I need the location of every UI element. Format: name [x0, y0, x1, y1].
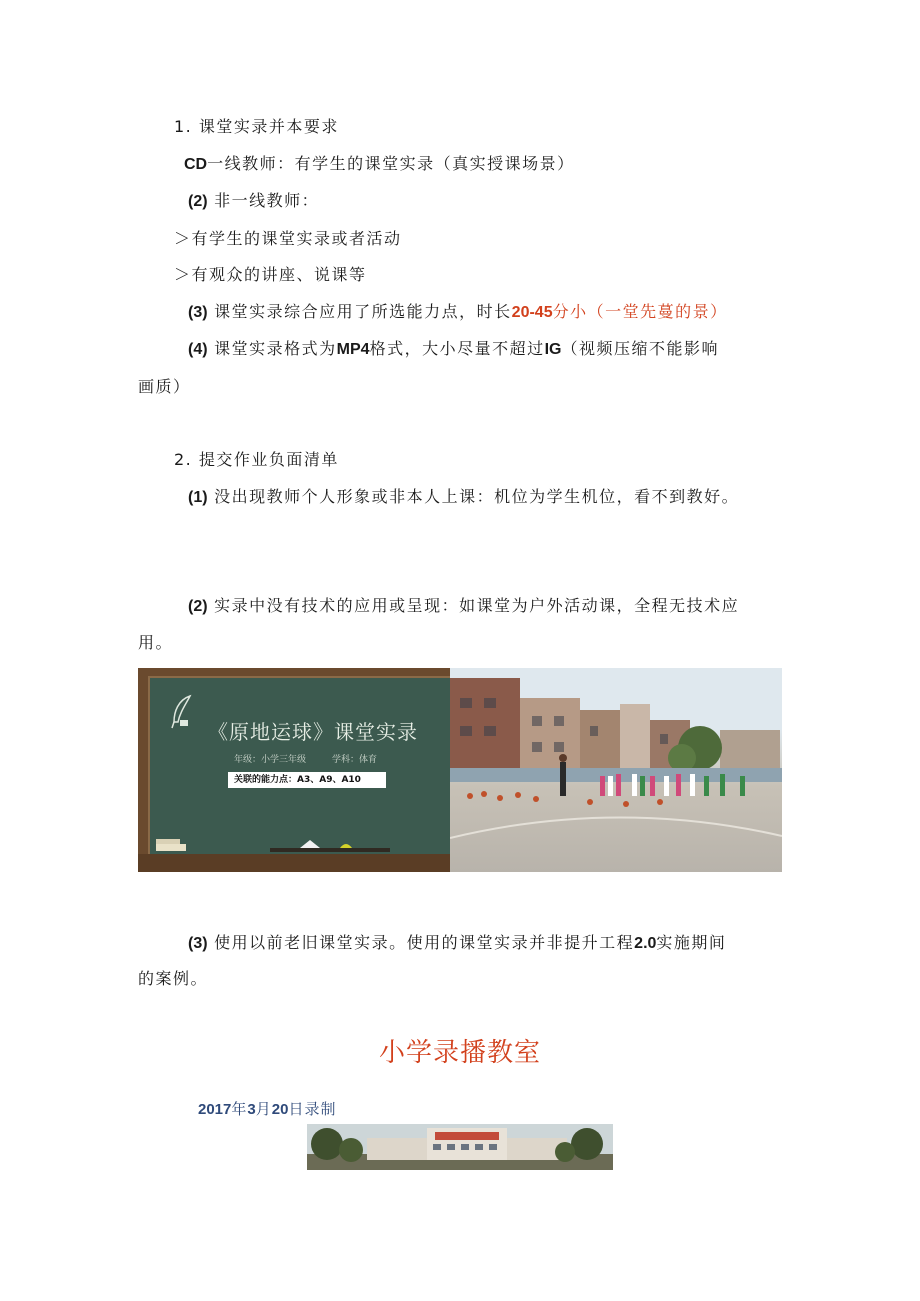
item-1-4-format: MP4 — [336, 341, 370, 358]
item-2-1 — [188, 486, 739, 509]
item-1-2 — [188, 190, 319, 213]
date-day-label: 日录制 — [288, 1100, 337, 1118]
recording-classroom-title: 小学录播教室 — [378, 1038, 541, 1068]
school-building-photo — [307, 1124, 613, 1170]
item-1-2b — [174, 264, 367, 286]
recording-date — [198, 1098, 336, 1119]
banner-abilities: 关联的能力点：A3、A9、A10 — [228, 772, 386, 788]
chalkboard-surface — [148, 676, 452, 858]
item-1-3-duration-unit: 分小（一堂先蔓的景） — [552, 302, 728, 321]
item-1-2-prefix: (2) — [188, 193, 208, 210]
item-1-2a-text: 有学生的课堂实录或者活动 — [191, 229, 402, 248]
playground-photo — [450, 668, 782, 872]
item-1-1-text: 一线教师：有学生的课堂实录（真实授课场景） — [207, 154, 575, 173]
item-2-2 — [188, 595, 739, 618]
item-2-2-text: 实录中没有技术的应用或呈现：如课堂为户外活动课，全程无技术应 — [214, 596, 740, 615]
item-1-3-text: 课堂实录综合应用了所选能力点，时长 — [214, 302, 512, 321]
item-2-3-wrap — [138, 968, 208, 990]
item-2-1-prefix: (1) — [188, 489, 208, 506]
section-2-heading-text: 2. 提交作业负面清单 — [174, 450, 339, 469]
item-1-2a — [174, 228, 402, 250]
item-1-2-text: 非一线教师： — [214, 191, 320, 210]
item-1-3-prefix: (3) — [188, 304, 208, 321]
item-2-2-prefix: (2) — [188, 598, 208, 615]
item-1-4-text-a: 课堂实录格式为 — [214, 339, 337, 358]
item-2-3-wrap-text: 的案例。 — [138, 969, 209, 988]
date-day: 20 — [271, 1101, 289, 1118]
classroom-banner-image — [138, 668, 782, 872]
item-2-2-wrap — [138, 632, 173, 654]
item-1-4-prefix: (4) — [188, 341, 208, 358]
item-1-3-duration: 20-45 — [511, 304, 553, 321]
banner-subject: 学科：体育 — [332, 755, 378, 765]
date-month-label: 月 — [255, 1100, 272, 1118]
section-1-heading-text: 1. 课堂实录并本要求 — [174, 117, 339, 136]
item-1-4 — [188, 338, 719, 361]
item-1-4-text-c: （视频压缩不能影响 — [561, 339, 719, 358]
section-1-heading — [174, 116, 339, 138]
item-2-3-version: 2.0 — [634, 935, 657, 952]
item-1-4-wrap-text: 画质） — [138, 377, 191, 396]
feather-pen-icon — [168, 694, 196, 730]
item-1-2a-bullet: ＞ — [174, 229, 192, 248]
date-year-label: 年 — [231, 1100, 248, 1118]
item-2-3-prefix: (3) — [188, 935, 208, 952]
chalk-tray-items — [150, 828, 450, 856]
banner-grade: 年级：小学三年级 — [234, 755, 307, 765]
item-1-1-prefix: CD — [184, 156, 208, 173]
item-1-2b-text: 有观众的讲座、说课等 — [191, 265, 367, 284]
banner-title: 《原地运球》课堂实录 — [208, 720, 418, 744]
item-2-3-text-a: 使用以前老旧课堂实录。使用的课堂实录并非提升工程 — [214, 933, 635, 952]
item-1-4-wrap — [138, 376, 191, 398]
chalkboard — [138, 668, 450, 872]
item-1-4-text-b: 格式，大小尽量不超过 — [369, 339, 545, 358]
date-month: 3 — [247, 1101, 256, 1118]
item-2-2-wrap-text: 用。 — [138, 633, 174, 652]
item-1-1 — [184, 153, 575, 176]
item-2-3 — [188, 932, 726, 955]
item-2-1-text: 没出现教师个人形象或非本人上课：机位为学生机位，看不到教好。 — [214, 487, 740, 506]
item-2-3-text-b: 实施期间 — [656, 933, 727, 952]
item-1-2b-bullet: ＞ — [174, 265, 192, 284]
section-2-heading — [174, 449, 339, 471]
date-year: 2017 — [198, 1101, 232, 1118]
item-1-3 — [188, 301, 728, 324]
chalkboard-frame-ledge — [138, 854, 450, 872]
item-1-4-size: IG — [544, 341, 562, 358]
